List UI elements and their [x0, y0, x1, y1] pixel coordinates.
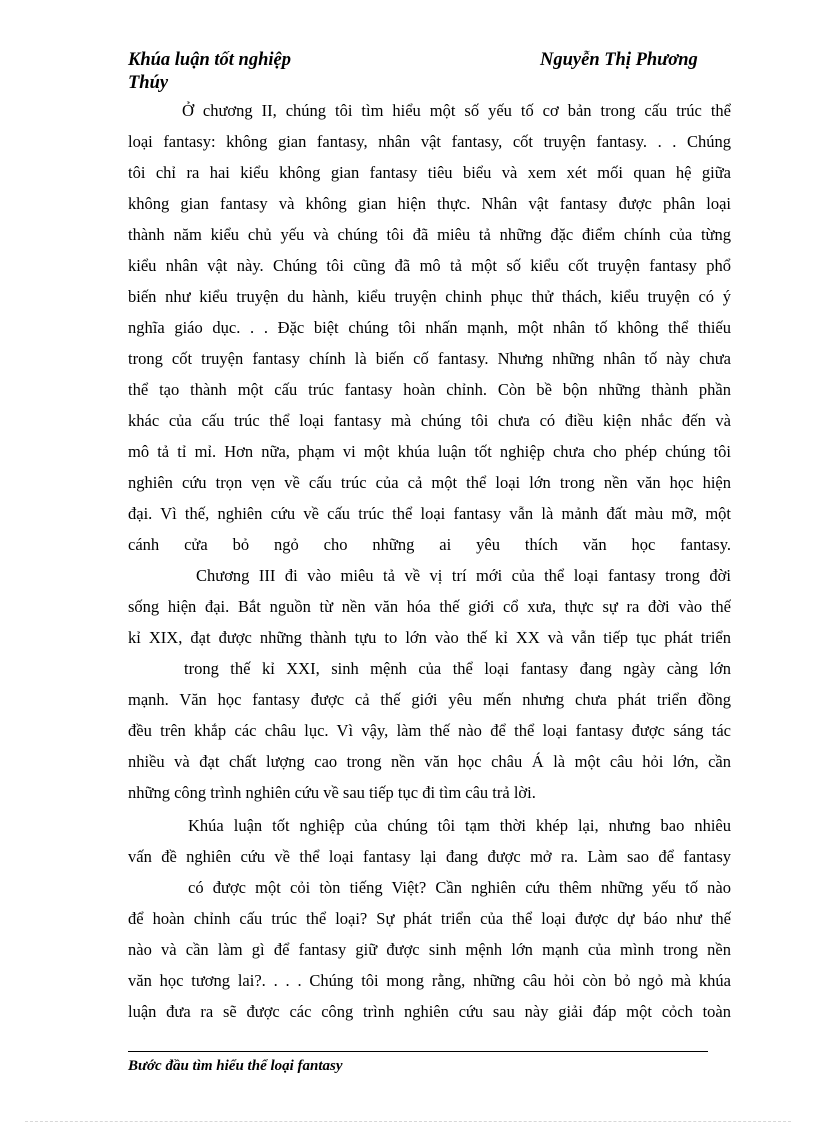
page-bottom-edge — [25, 1121, 791, 1122]
body-line: mạnh. Văn học fantasy được cả thế giới yêu mến nhưng chưa phát triển đồng — [128, 690, 731, 709]
body-line: văn học tương lai?. . . . Chúng tôi mong rằng, những câu hỏi còn bỏ ngỏ mà khúa — [128, 971, 731, 990]
body-line: đều trên khắp các châu lục. Vì vậy, làm thế nào để thể loại fantasy được sáng tác — [128, 721, 731, 740]
body-line: không gian fantasy và không gian hiện thực. Nhân vật fantasy được phân loại — [128, 194, 731, 213]
body-line: thể tạo thành một cấu trúc fantasy hoàn chỉnh. Còn bề bộn những thành phần — [128, 380, 731, 399]
body-line: có được một cỏi tòn tiếng Việt? Cần nghiên cứu thêm những yếu tố nào — [188, 878, 731, 897]
body-line: khác của cấu trúc thể loại fantasy mà chúng tôi chưa có điều kiện nhắc đến và — [128, 411, 731, 430]
body-line: nghĩa giáo dục. . . Đặc biệt chúng tôi nhấn mạnh, một nhân tố không thể thiếu — [128, 318, 731, 337]
body-line: luận đưa ra sẽ được các công trình nghiên cứu sau này giải đáp một cỏch toàn — [128, 1002, 731, 1021]
body-line: Chương III đi vào miêu tả về vị trí mới của thể loại fantasy trong đời — [196, 566, 731, 585]
body-line: trong thế kỉ XXI, sinh mệnh của thể loại fantasy đang ngày càng lớn — [184, 659, 731, 678]
body-line: vấn đề nghiên cứu về thể loại fantasy lại đang được mở ra. Làm sao để fantasy — [128, 847, 731, 866]
body-line: Ở chương II, chúng tôi tìm hiểu một số yếu tố cơ bản trong cấu trúc thể — [182, 101, 731, 120]
body-line: tôi chỉ ra hai kiểu không gian fantasy tiêu biểu và xem xét mối quan hệ giữa — [128, 163, 731, 182]
body-line: thành năm kiểu chủ yếu và chúng tôi đã miêu tả những đặc điểm chính của từng — [128, 225, 731, 244]
footer-divider — [128, 1051, 708, 1052]
body-line: để hoàn chỉnh cấu trúc thể loại? Sự phát triển của thể loại được dự báo như thế — [128, 909, 731, 928]
body-line: trong cốt truyện fantasy chính là biến cố fantasy. Nhưng những nhân tố này chưa — [128, 349, 731, 368]
body-line: Khúa luận tốt nghiệp của chúng tôi tạm thời khép lại, nhưng bao nhiêu — [188, 816, 731, 835]
body-line: loại fantasy: không gian fantasy, nhân vật fantasy, cốt truyện fantasy. . . Chúng — [128, 132, 731, 151]
body-line: đại. Vì thế, nghiên cứu về cấu trúc thể loại fantasy vẫn là mảnh đất màu mỡ, một — [128, 504, 731, 523]
body-line: mô tả tỉ mỉ. Hơn nữa, phạm vi một khúa luận tốt nghiệp chưa cho phép chúng tôi — [128, 442, 731, 461]
header-thesis-title: Khúa luận tốt nghiệp — [128, 50, 291, 70]
header-author-name-continued: Thúy — [128, 73, 169, 93]
body-line: kỉ XIX, đạt được những thành tựu to lớn vào thế kỉ XX và vẫn tiếp tục phát triển — [128, 628, 731, 647]
body-text — [128, 95, 731, 1027]
body-line: biến như kiểu truyện du hành, kiểu truyện chinh phục thử thách, kiểu truyện có ý — [128, 287, 731, 306]
body-line: nhiều và đạt chất lượng cao trong nền văn học châu Á là một câu hỏi lớn, cần — [128, 752, 731, 771]
body-line: nào và cần làm gì để fantasy giữ được sinh mệnh lớn mạnh của mình trong nền — [128, 940, 731, 959]
body-line: kiểu nhân vật này. Chúng tôi cũng đã mô tả một số kiểu cốt truyện fantasy phổ — [128, 256, 731, 275]
body-line: những công trình nghiên cứu về sau tiếp tục đi tìm câu trả lời. — [128, 783, 536, 802]
body-line: nghiên cứu trọn vẹn về cấu trúc của cả một thể loại lớn trong nền văn học hiện — [128, 473, 731, 492]
body-line: cánh cửa bỏ ngỏ cho những ai yêu thích văn học fantasy. — [128, 535, 731, 554]
page-footer: Bước đầu tìm hiểu thể loại fantasy — [128, 1058, 343, 1074]
body-line: sống hiện đại. Bắt nguồn từ nền văn hóa thế giới cổ xưa, thực sự ra đời vào thế — [128, 597, 731, 616]
header-author-name: Nguyễn Thị Phương — [540, 50, 698, 70]
